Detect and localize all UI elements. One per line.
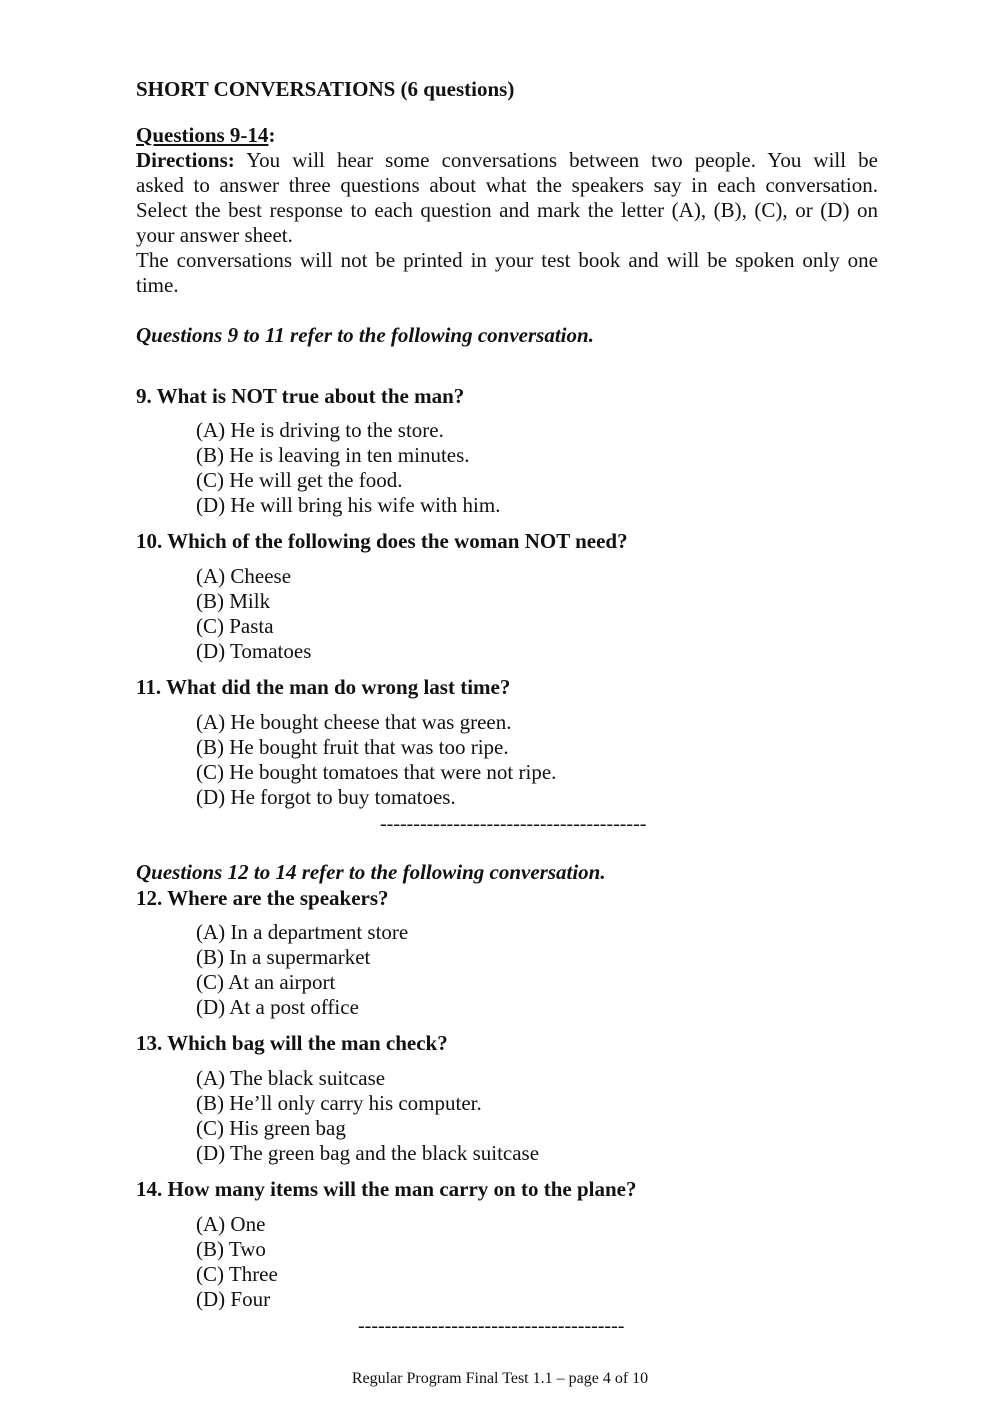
questions-header	[136, 123, 275, 148]
q10-option-a: (A) Cheese	[196, 564, 292, 588]
q13-option-a: (A) The black suitcase	[196, 1066, 386, 1090]
group1-intro: Questions 9 to 11 refer to the following conversation.	[136, 323, 594, 347]
questions-header-colon: :	[268, 123, 276, 147]
directions-label: Directions:	[136, 148, 235, 172]
q9-option-b: (B) He is leaving in ten minutes.	[196, 443, 470, 467]
question-9: 9. What is NOT true about the man?	[136, 384, 465, 408]
q13-option-c: (C) His green bag	[196, 1116, 346, 1140]
separator-1: ----------------------------------------	[380, 813, 647, 835]
q14-option-d: (D) Four	[196, 1287, 271, 1311]
q12-option-d: (D) At a post office	[196, 995, 359, 1019]
q9-option-d: (D) He will bring his wife with him.	[196, 493, 501, 517]
question-13: 13. Which bag will the man check?	[136, 1031, 448, 1055]
q12-option-b: (B) In a supermarket	[196, 945, 371, 969]
note-line-2: time.	[136, 273, 179, 297]
q10-option-b: (B) Milk	[196, 589, 271, 613]
q11-option-c: (C) He bought tomatoes that were not ripe.	[196, 760, 557, 784]
q11-option-d: (D) He forgot to buy tomatoes.	[196, 785, 456, 809]
q10-option-d: (D) Tomatoes	[196, 639, 312, 663]
directions-text-1: You will hear some conversations between two people. You will be	[234, 148, 878, 172]
directions-line-3: Select the best response to each question and mark the letter (A), (B), (C), or (D) on	[136, 198, 878, 222]
separator-2: ----------------------------------------	[358, 1315, 625, 1337]
q12-option-c: (C) At an airport	[196, 970, 336, 994]
questions-header-label: Questions 9-14	[136, 123, 269, 147]
q14-option-a: (A) One	[196, 1212, 266, 1236]
q13-option-b: (B) He’ll only carry his computer.	[196, 1091, 482, 1115]
q14-option-b: (B) Two	[196, 1237, 266, 1261]
q10-option-c: (C) Pasta	[196, 614, 274, 638]
question-10: 10. Which of the following does the woman NOT need?	[136, 529, 628, 553]
page-footer: Regular Program Final Test 1.1 – page 4 of 10	[351, 1370, 649, 1387]
directions-line-1	[136, 148, 878, 173]
q9-option-c: (C) He will get the food.	[196, 468, 403, 492]
q11-option-a: (A) He bought cheese that was green.	[196, 710, 512, 734]
q14-option-c: (C) Three	[196, 1262, 278, 1286]
note-line-1: The conversations will not be printed in your test book and will be spoken only one	[136, 248, 878, 272]
directions-line-4: your answer sheet.	[136, 223, 293, 247]
q12-option-a: (A) In a department store	[196, 920, 409, 944]
question-11: 11. What did the man do wrong last time?	[136, 675, 511, 699]
q9-option-a: (A) He is driving to the store.	[196, 418, 444, 442]
q13-option-d: (D) The green bag and the black suitcase	[196, 1141, 540, 1165]
question-14: 14. How many items will the man carry on to the plane?	[136, 1177, 637, 1201]
group2-intro: Questions 12 to 14 refer to the following conversation.	[136, 860, 606, 884]
directions-line-2: asked to answer three questions about what the speakers say in each conversation.	[136, 173, 878, 197]
q11-option-b: (B) He bought fruit that was too ripe.	[196, 735, 509, 759]
section-title: SHORT CONVERSATIONS (6 questions)	[136, 77, 515, 101]
question-12: 12. Where are the speakers?	[136, 886, 389, 910]
